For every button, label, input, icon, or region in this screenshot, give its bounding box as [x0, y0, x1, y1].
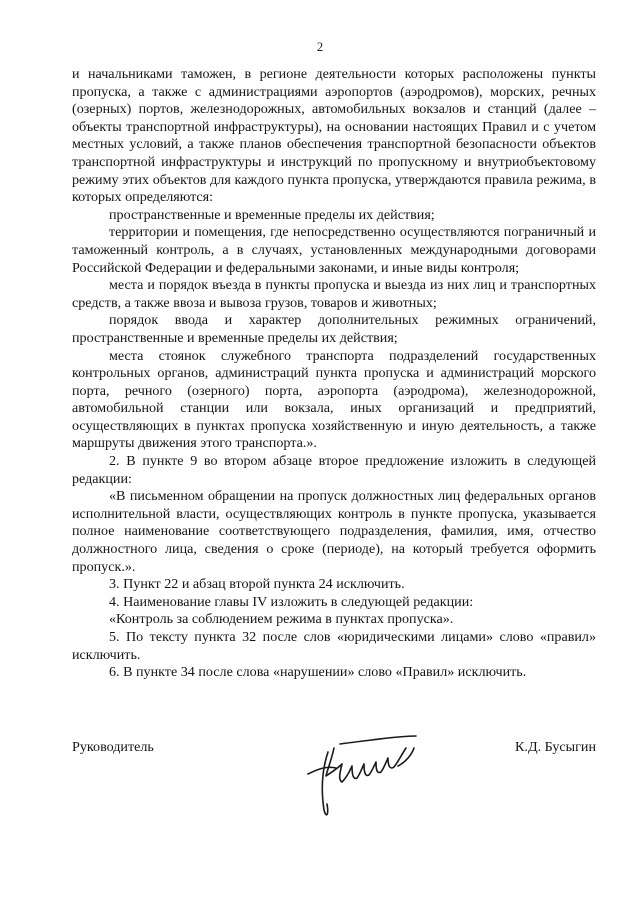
- paragraph-list-item: территории и помещения, где непосредственно осуществляются пограничный и таможенный контроль, а в случаях, установленных международными договорами Российской Федерации и федеральными законами, и иные виды контроля;: [72, 224, 596, 276]
- paragraph-amendment-4: 4. Наименование главы IV изложить в следующей редакции:: [109, 593, 474, 610]
- signatory-title: Руководитель: [72, 739, 154, 755]
- paragraph-list-item: места стоянок служебного транспорта подразделений государственных контрольных органов, администраций пункта пропуска и администраций морского порта, речного (озерного) порта, аэропорта (аэродрома), железнодорожной, автомобильной станции или вокзала, иных организаций и предприятий, осуществляющих в пунктах пропуска хозяйственную и иную деятельность, а также маршруты движения этого транспорта.».: [72, 347, 596, 452]
- paragraph-quote-4: «Контроль за соблюдением режима в пунктах пропуска».: [109, 611, 454, 628]
- paragraph-list-item: порядок ввода и характер дополнительных режимных ограничений, пространственные и временные пределы их действия;: [72, 312, 596, 346]
- paragraph-list-item: пространственные и временные пределы их действия;: [109, 206, 435, 223]
- paragraph-amendment-5: 5. По тексту пункта 32 после слов «юридическими лицами» слово «правил» исключить.: [72, 629, 596, 663]
- page-number: 2: [316, 40, 324, 54]
- paragraph-quote-2: «В письменном обращении на пропуск должностных лиц федеральных органов исполнительной власти, осуществляющих контроль в пункте пропуска, указывается полное наименование соответствующего подразделения, фамилия, имя, отчество должностного лица, сведения о сроке (периоде), на который требуется оформить пропуск.».: [72, 488, 596, 575]
- paragraph-amendment-3: 3. Пункт 22 и абзац второй пункта 24 исключить.: [109, 576, 405, 593]
- document-body: [72, 66, 596, 682]
- signatory-name: К.Д. Бусыгин: [515, 739, 596, 755]
- handwritten-signature: [298, 724, 426, 824]
- paragraph-continuation: и начальниками таможен, в регионе деятельности которых расположены пункты пропуска, а также с администрациями аэропортов (аэродромов), морских, речных (озерных) портов, железнодорожных, автомобильных вокзалов и станций (далее – объекты транспортной инфраструктуры), на основании настоящих Правил и с учетом местных условий, а также планов обеспечения транспортной безопасности объектов транспортной инфраструктуры и инструкций по пропускному и внутриобъектовому режиму этих объектов для каждого пункта пропуска, утверждаются правила режима, в которых определяются:: [72, 66, 596, 206]
- paragraph-amendment-2: 2. В пункте 9 во втором абзаце второе предложение изложить в следующей редакции:: [72, 453, 596, 487]
- paragraph-list-item: места и порядок въезда в пункты пропуска и выезда из них лиц и транспортных средств, а также ввоза и вывоза грузов, товаров и животных;: [72, 277, 596, 311]
- paragraph-amendment-6: 6. В пункте 34 после слова «нарушении» слово «Правил» исключить.: [109, 664, 527, 681]
